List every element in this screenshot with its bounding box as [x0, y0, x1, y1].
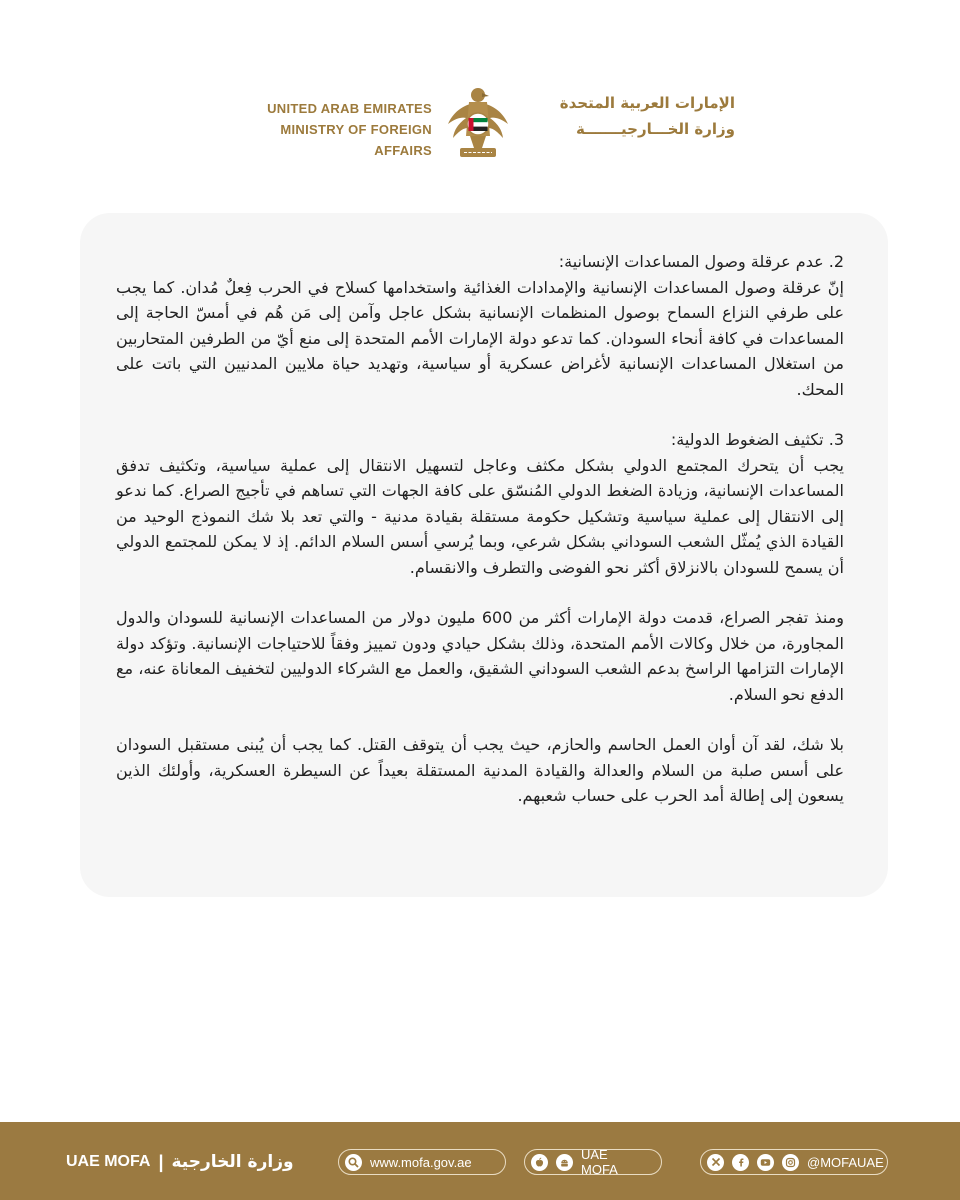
youtube-icon[interactable] [757, 1154, 774, 1171]
header-ar-line2: وزارة الخـــارجيـــــــة [576, 120, 735, 138]
section-2-heading: 2. عدم عرقلة وصول المساعدات الإنسانية: [558, 252, 844, 271]
android-icon [556, 1154, 573, 1171]
section-2 [116, 249, 844, 402]
social-links[interactable] [700, 1149, 888, 1175]
section-3 [116, 427, 844, 580]
footer-brand-ar: وزارة الخارجية [171, 1152, 294, 1172]
header-ar-line1: الإمارات العربية المتحدة [559, 94, 735, 112]
footer [0, 1122, 960, 1200]
footer-separator: | [158, 1151, 164, 1172]
apple-icon [531, 1154, 548, 1171]
search-icon [345, 1154, 362, 1171]
aid-paragraph: ومنذ تفجر الصراع، قدمت دولة الإمارات أكثر من 600 مليون دولار من المساعدات الإنسانية للسودان والدول المجاورة، من خلال وكالات الأمم المتحدة، وذلك بشكل حيادي ودون تمييز وفقاً للاحتياجات الإنسانية. وتؤكد دولة الإمارات التزامها الراسخ بدعم الشعب السوداني الشقيق، والعمل مع الشركاء الدوليين لتخفيف المعاناة عنه، مع الدفع نحو السلام. [116, 608, 844, 704]
header-en-line2: MINISTRY OF FOREIGN AFFAIRS [280, 122, 432, 158]
section-3-heading: 3. تكثيف الضغوط الدولية: [670, 430, 844, 449]
website-url: www.mofa.gov.ae [370, 1154, 472, 1170]
facebook-icon[interactable] [732, 1154, 749, 1171]
app-label: UAE MOFA [581, 1147, 618, 1177]
uae-emblem-icon [444, 84, 512, 164]
section-3-text: يجب أن يتحرك المجتمع الدولي بشكل مكثف وعاجل لتسهيل الانتقال إلى عملية سياسية، وتكثيف تدفق المساعدات الإنسانية، وزيادة الضغط الدولي المُنسّق على كافة الجهات التي تساهم في تأجيج الصراع. كما ندعو إلى الانتقال إلى عملية سياسية وتشكيل حكومة مستقلة بقيادة مدنية - والتي تعد بلا شك النموذج الوحيد من القيادة الذي يُمثّل الشعب السوداني بشكل شرعي، وبما يُرسي أسس السلام الدائم. إذ لا يمكن للمجتمع الدولي أن يسمح للسودان بالانزلاق أكثر نحو الفوضى والتطرف والانقسام. [116, 455, 844, 577]
header-en-line1: UNITED ARAB EMIRATES [267, 101, 432, 116]
header-english-title [222, 98, 432, 161]
header-arabic-title [520, 90, 735, 142]
statement-body [116, 249, 844, 834]
website-link[interactable] [338, 1149, 506, 1175]
x-icon[interactable] [707, 1154, 724, 1171]
header [0, 84, 960, 164]
social-handle: @MOFAUAE [807, 1154, 884, 1170]
app-link[interactable] [524, 1149, 662, 1175]
instagram-icon[interactable] [782, 1154, 799, 1171]
section-2-text: إنّ عرقلة وصول المساعدات الإنسانية والإمدادات الغذائية واستخدامها كسلاح في الحرب فِعلٌ مُدان. كما يجب على طرفي النزاع السماح بوصول المنظمات الإنسانية بشكل عاجل وآمن إلى مَن هُم في أمسّ الحاجة إلى المساعدات في كافة أنحاء السودان. كما تدعو دولة الإمارات الأمم المتحدة إلى منع أيّ من الطرفين المتحاربين من استغلال المساعدات الإنسانية لأغراض عسكرية أو سياسية، وتهديد حياة ملايين المدنيين التي باتت على المحك. [116, 277, 844, 399]
closing-paragraph: بلا شك، لقد آن أوان العمل الحاسم والحازم، حيث يجب أن يتوقف القتل. كما يجب أن يُبنى مستقبل السودان على أسس صلبة من السلام والعدالة والقيادة المدنية المستقلة بعيداً عن السيطرة العسكرية، وأولئك الذين يسعون إلى إطالة أمد الحرب على حساب شعبهم. [116, 735, 844, 805]
footer-brand-en: UAE MOFA [66, 1153, 151, 1170]
footer-brand [66, 1149, 294, 1175]
